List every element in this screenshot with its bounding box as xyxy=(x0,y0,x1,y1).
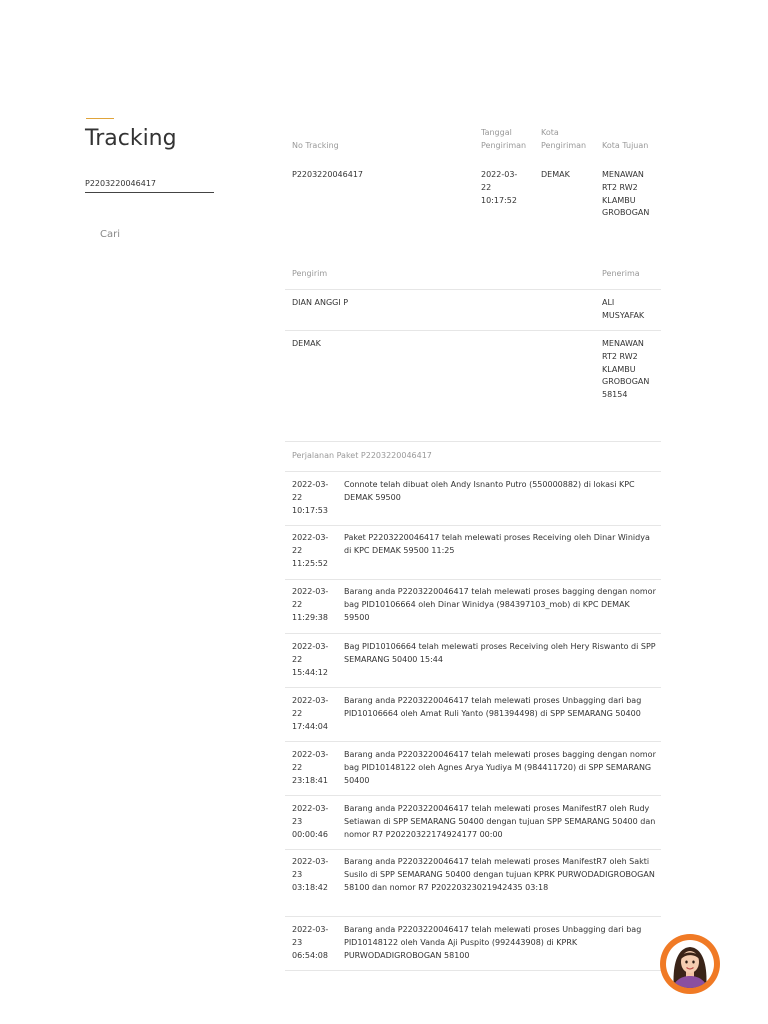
event-description: Barang anda P2203220046417 telah melewati proses Unbagging dari bag PID10148122 oleh Vanda Aji Puspito (992443908) di KPRK PURWODADIGROBOGAN 58100 xyxy=(344,925,642,960)
divider xyxy=(285,741,661,742)
event-timestamp: 2022-03-22 10:17:53 xyxy=(292,480,329,515)
header-penerima: Penerima xyxy=(602,269,640,278)
header-pengirim: Pengirim xyxy=(292,269,328,278)
search-button[interactable]: Cari xyxy=(100,229,120,240)
tracking-search-input[interactable] xyxy=(85,174,214,193)
divider xyxy=(285,441,661,442)
divider xyxy=(285,471,661,472)
divider xyxy=(285,687,661,688)
event-description: Barang anda P2203220046417 telah melewati proses ManifestR7 oleh Rudy Setiawan di SPP SEMARANG 50400 dengan tujuan SPP SEMARANG 50400 dan nomor R7 P20220322174924177 00:00 xyxy=(344,804,656,839)
divider xyxy=(285,330,661,331)
event-timestamp: 2022-03-22 23:18:41 xyxy=(292,750,329,785)
event-timestamp: 2022-03-23 03:18:42 xyxy=(292,857,329,892)
cell-penerima-name: ALI MUSYAFAK xyxy=(602,298,645,320)
event-description: Connote telah dibuat oleh Andy Isnanto Putro (550000882) di lokasi KPC DEMAK 59500 xyxy=(344,480,635,502)
divider xyxy=(285,633,661,634)
header-no-tracking: No Tracking xyxy=(292,141,339,150)
cell-penerima-address: MENAWAN RT2 RW2 KLAMBU GROBOGAN 58154 xyxy=(602,339,650,400)
cell-tanggal-pengiriman: 2022-03-22 10:17:52 xyxy=(481,170,518,205)
event-description: Paket P2203220046417 telah melewati proses Receiving oleh Dinar Winidya di KPC DEMAK 59500 11:25 xyxy=(344,533,650,555)
event-description: Barang anda P2203220046417 telah melewati proses Unbagging dari bag PID10106664 oleh Amat Ruli Yanto (981394498) di SPP SEMARANG 50400 xyxy=(344,696,642,718)
event-timestamp: 2022-03-22 15:44:12 xyxy=(292,642,329,677)
event-timestamp: 2022-03-22 11:29:38 xyxy=(292,587,329,622)
cell-no-tracking: P2203220046417 xyxy=(292,170,363,179)
cell-kota-tujuan: MENAWAN RT2 RW2 KLAMBU GROBOGAN xyxy=(602,170,650,218)
header-kota-pengiriman: Kota Pengiriman xyxy=(541,128,587,150)
header-kota-tujuan: Kota Tujuan xyxy=(602,141,649,150)
chat-avatar-icon xyxy=(664,938,716,990)
header-tanggal-pengiriman: Tanggal Pengiriman xyxy=(481,128,527,150)
chat-widget-button[interactable] xyxy=(660,934,720,994)
event-timestamp: 2022-03-22 11:25:52 xyxy=(292,533,329,568)
journey-header: Perjalanan Paket P2203220046417 xyxy=(292,451,432,460)
accent-line xyxy=(86,118,114,119)
divider xyxy=(285,916,661,917)
event-timestamp: 2022-03-23 00:00:46 xyxy=(292,804,329,839)
cell-kota-pengiriman: DEMAK xyxy=(541,170,570,179)
divider xyxy=(285,795,661,796)
divider xyxy=(285,525,661,526)
event-timestamp: 2022-03-22 17:44:04 xyxy=(292,696,329,731)
event-description: Barang anda P2203220046417 telah melewati proses bagging dengan nomor bag PID10106664 oleh Dinar Winidya (984397103_mob) di KPC DEMAK 59500 xyxy=(344,587,656,622)
event-timestamp: 2022-03-23 06:54:08 xyxy=(292,925,329,960)
divider xyxy=(285,579,661,580)
divider xyxy=(285,849,661,850)
event-description: Barang anda P2203220046417 telah melewati proses bagging dengan nomor bag PID10148122 oleh Agnes Arya Yudiya M (984411720) di SPP SEMARANG 50400 xyxy=(344,750,656,785)
page-title: Tracking xyxy=(85,126,177,151)
cell-pengirim-name: DIAN ANGGI P xyxy=(292,298,349,307)
event-description: Bag PID10106664 telah melewati proses Receiving oleh Hery Riswanto di SPP SEMARANG 50400 15:44 xyxy=(344,642,656,664)
divider xyxy=(285,970,661,971)
event-description: Barang anda P2203220046417 telah melewati proses ManifestR7 oleh Sakti Susilo di SPP SEMARANG 50400 dengan tujuan KPRK PURWODADIGROBOGAN 58100 dan nomor R7 P20220323021942435 03:18 xyxy=(344,857,655,892)
cell-pengirim-address: DEMAK xyxy=(292,339,321,348)
divider xyxy=(285,289,661,290)
